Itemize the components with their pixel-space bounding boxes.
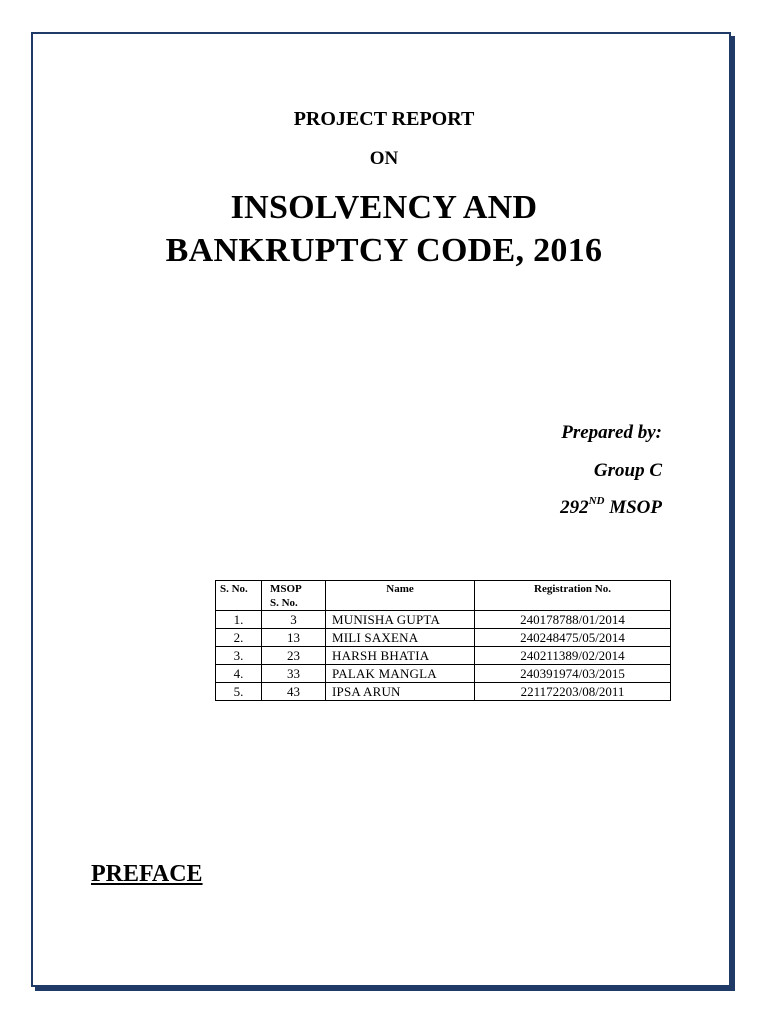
cell-msop: 43 [262,683,326,701]
header-registration: Registration No. [475,581,671,611]
title-line-2: BANKRUPTCY CODE, 2016 [165,232,603,269]
cell-name: IPSA ARUN [326,683,475,701]
cell-registration: 240391974/03/2015 [475,665,671,683]
table-row [216,665,671,683]
batch-name: MSOP [609,497,662,518]
cell-msop: 33 [262,665,326,683]
cell-name: HARSH BHATIA [326,647,475,665]
table-row [216,683,671,701]
main-title [0,186,768,272]
group-name: Group C [593,460,662,481]
cell-name: PALAK MANGLA [326,665,475,683]
header-sno: S. No. [216,581,262,611]
title-line-1: INSOLVENCY AND [230,189,538,226]
header-msop [262,581,326,611]
report-label: PROJECT REPORT [293,108,475,130]
on-label: ON [369,148,399,169]
cell-registration: 240211389/02/2014 [475,647,671,665]
table-row [216,629,671,647]
prepared-by-label: Prepared by: [561,422,662,443]
cell-msop: 23 [262,647,326,665]
preface-heading: PREFACE [91,861,203,887]
members-table-header [216,581,671,611]
cell-sno: 4. [216,665,262,683]
batch-number: 292 [560,497,589,518]
header-msop-line2: S. No. [270,597,298,609]
batch-suffix: ND [588,494,605,507]
cell-registration: 221172203/08/2011 [475,683,671,701]
table-row [216,647,671,665]
table-row [216,611,671,629]
members-table [215,580,671,701]
batch-line [560,494,662,519]
cell-sno: 3. [216,647,262,665]
cell-msop: 13 [262,629,326,647]
cell-registration: 240178788/01/2014 [475,611,671,629]
cell-sno: 5. [216,683,262,701]
header-name: Name [326,581,475,611]
cell-msop: 3 [262,611,326,629]
cell-sno: 1. [216,611,262,629]
cell-registration: 240248475/05/2014 [475,629,671,647]
cell-sno: 2. [216,629,262,647]
cell-name: MILI SAXENA [326,629,475,647]
cell-name: MUNISHA GUPTA [326,611,475,629]
header-msop-line1: MSOP [270,583,302,595]
